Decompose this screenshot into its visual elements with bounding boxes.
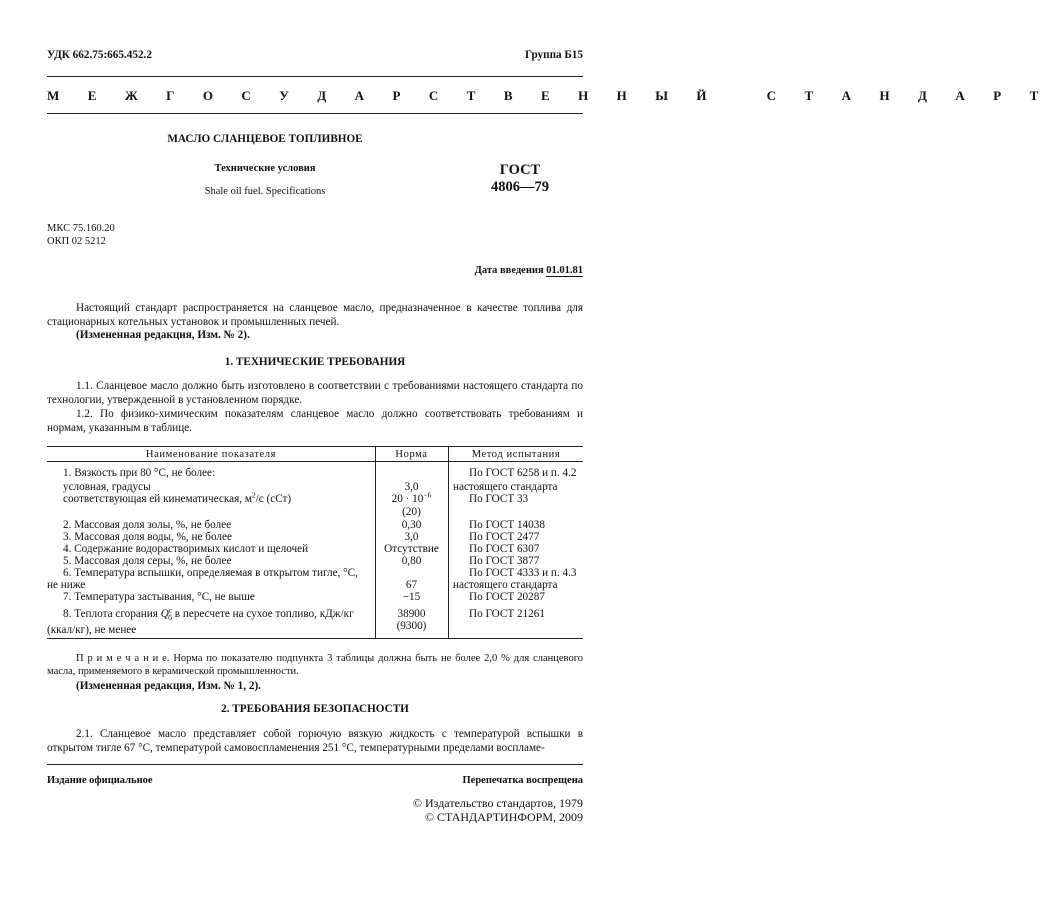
row6-name: 6. Температура вспышки, определяемая в открытом тигле, °С, bbox=[63, 567, 358, 579]
edition-label: Издание официальное bbox=[47, 775, 153, 786]
row1b-method: По ГОСТ 33 bbox=[469, 493, 529, 505]
table-bottom-rule bbox=[47, 638, 583, 639]
intro-paragraph: Настоящий стандарт распространяется на сланцевое масло, предназначенное в качестве топлива для стационарных котельных установок и промышленных печей. bbox=[47, 302, 583, 328]
row2-name: 2. Массовая доля золы, %, не более bbox=[63, 519, 232, 531]
row1b-norm bbox=[376, 492, 447, 506]
row1b-name-sup: 2 bbox=[251, 490, 256, 500]
note-amendment: (Измененная редакция, Изм. № 1, 2). bbox=[76, 680, 261, 692]
table-top-rule bbox=[47, 446, 583, 447]
row8a-name: (ккал/кг), не менее bbox=[47, 624, 137, 636]
row7-method: По ГОСТ 20287 bbox=[469, 591, 545, 603]
table-col-divider-2 bbox=[448, 446, 449, 638]
row6a-name: не ниже bbox=[47, 579, 86, 591]
row8-method: По ГОСТ 21261 bbox=[469, 608, 545, 620]
row1b-name-tail: /с (сСт) bbox=[255, 493, 292, 505]
row8-name-tail: в пересчете на сухое топливо, кДж/кг bbox=[174, 608, 354, 620]
row1b-name bbox=[47, 492, 391, 506]
row3-name: 3. Массовая доля воды, %, не более bbox=[63, 531, 232, 543]
row1b-norm-exp: −6 bbox=[423, 490, 432, 500]
col-header-name: Наименование показателя bbox=[145, 449, 277, 460]
udk-code: УДК 662.75:665.452.2 bbox=[47, 49, 152, 61]
row6a-norm: 67 bbox=[405, 579, 418, 591]
intro-amendment: (Измененная редакция, Изм. № 2). bbox=[76, 329, 250, 341]
note-label: П р и м е ч а н и е. bbox=[76, 653, 170, 664]
row7-norm: −15 bbox=[402, 591, 421, 603]
row1-method: По ГОСТ 6258 и п. 4.2 bbox=[469, 467, 577, 479]
row4-name: 4. Содержание водорастворимых кислот и щелочей bbox=[63, 543, 309, 555]
row8-name bbox=[47, 607, 391, 621]
section1-heading: 1. ТЕХНИЧЕСКИЕ ТРЕБОВАНИЯ bbox=[224, 356, 406, 368]
section2-heading: 2. ТРЕБОВАНИЯ БЕЗОПАСНОСТИ bbox=[221, 703, 409, 715]
col-header-method: Метод испытания bbox=[471, 449, 561, 460]
row1c-norm: (20) bbox=[402, 506, 421, 518]
row1b-name-text: соответствующая ей кинематическая, м bbox=[63, 493, 252, 505]
section1-p2: 1.2. По физико-химическим показателям сланцевое масло должно соответствовать требованиям и нормам, указанным в таблице. bbox=[47, 408, 583, 434]
row7-name: 7. Температура застывания, °С, не выше bbox=[63, 591, 255, 603]
row3-norm: 3,0 bbox=[404, 531, 419, 543]
row8-q-symbol: Q bbox=[160, 608, 169, 620]
row8-q-sup: c bbox=[168, 605, 173, 615]
intro-date bbox=[383, 264, 583, 278]
row2-norm: 0,30 bbox=[401, 519, 422, 531]
okp-code: ОКП 02 5212 bbox=[47, 236, 106, 247]
row8a-norm: (9300) bbox=[396, 620, 427, 632]
table-note bbox=[47, 652, 583, 678]
intro-date-value: 01.01.81 bbox=[546, 265, 583, 276]
row5-norm: 0,80 bbox=[401, 555, 422, 567]
row1a-method: настоящего стандарта bbox=[453, 481, 558, 493]
row1a-norm: 3,0 bbox=[404, 481, 419, 493]
reprint-notice: Перепечатка воспрещена bbox=[462, 775, 583, 786]
row6-method: По ГОСТ 4333 и п. 4.3 bbox=[469, 567, 577, 579]
intro-date-label: Дата введения bbox=[474, 265, 544, 276]
row4-method: По ГОСТ 6307 bbox=[469, 543, 540, 555]
row8-name-text: 8. Теплота сгорания bbox=[63, 608, 158, 620]
row2-method: По ГОСТ 14038 bbox=[469, 519, 545, 531]
row1a-name: условная, градусы bbox=[63, 481, 151, 493]
row8-q-sub: б bbox=[168, 613, 172, 623]
copyright-1979: © Издательство стандартов, 1979 bbox=[412, 796, 583, 810]
group-code: Группа Б15 bbox=[525, 49, 583, 61]
document-title: МАСЛО СЛАНЦЕВОЕ ТОПЛИВНОЕ bbox=[167, 133, 363, 145]
section1-p1: 1.1. Сланцевое масло должно быть изготовлено в соответствии с требованиями настоящего стандарта по технологии, утвержденной в установленном порядке. bbox=[47, 380, 583, 406]
mks-code: МКС 75.160.20 bbox=[47, 223, 115, 234]
row6a-method: настоящего стандарта bbox=[453, 579, 558, 591]
row8-norm: 38900 bbox=[397, 608, 426, 620]
section2-p1: 2.1. Сланцевое масло представляет собой горючую вязкую жидкость с температурой вспышки в открытом тигле 67 °С, температурой самовоспламенения 251 °С, температурными пределами воспламе- bbox=[47, 728, 583, 754]
banner-top-rule bbox=[47, 76, 583, 77]
row4-norm: Отсутствие bbox=[384, 543, 439, 555]
banner-bottom-rule bbox=[47, 113, 583, 114]
col-header-norm: Норма bbox=[395, 449, 428, 460]
copyright-2009: © СТАНДАРТИНФОРМ, 2009 bbox=[424, 810, 583, 824]
document-subtitle: Технические условия bbox=[214, 163, 316, 174]
standard-banner: М Е Ж Г О С У Д А Р С Т В Е Н Н Ы Й С Т А Н Д А Р Т bbox=[47, 88, 1051, 103]
row5-name: 5. Массовая доля серы, %, не более bbox=[63, 555, 232, 567]
row1-name: 1. Вязкость при 80 °С, не более: bbox=[63, 467, 216, 479]
row3-method: По ГОСТ 2477 bbox=[469, 531, 540, 543]
gost-label: ГОСТ bbox=[499, 162, 541, 178]
row1b-norm-base: 20 · 10 bbox=[391, 493, 424, 505]
row5-method: По ГОСТ 3877 bbox=[469, 555, 540, 567]
english-title: Shale oil fuel. Specifications bbox=[204, 186, 326, 197]
footer-rule bbox=[47, 764, 583, 765]
gost-number: 4806—79 bbox=[491, 179, 549, 195]
note-text: Норма по показателю подпункта 3 таблицы должна быть не более 2,0 % для сланцевого масла, применяемого в керамической промышленности. bbox=[47, 653, 583, 677]
